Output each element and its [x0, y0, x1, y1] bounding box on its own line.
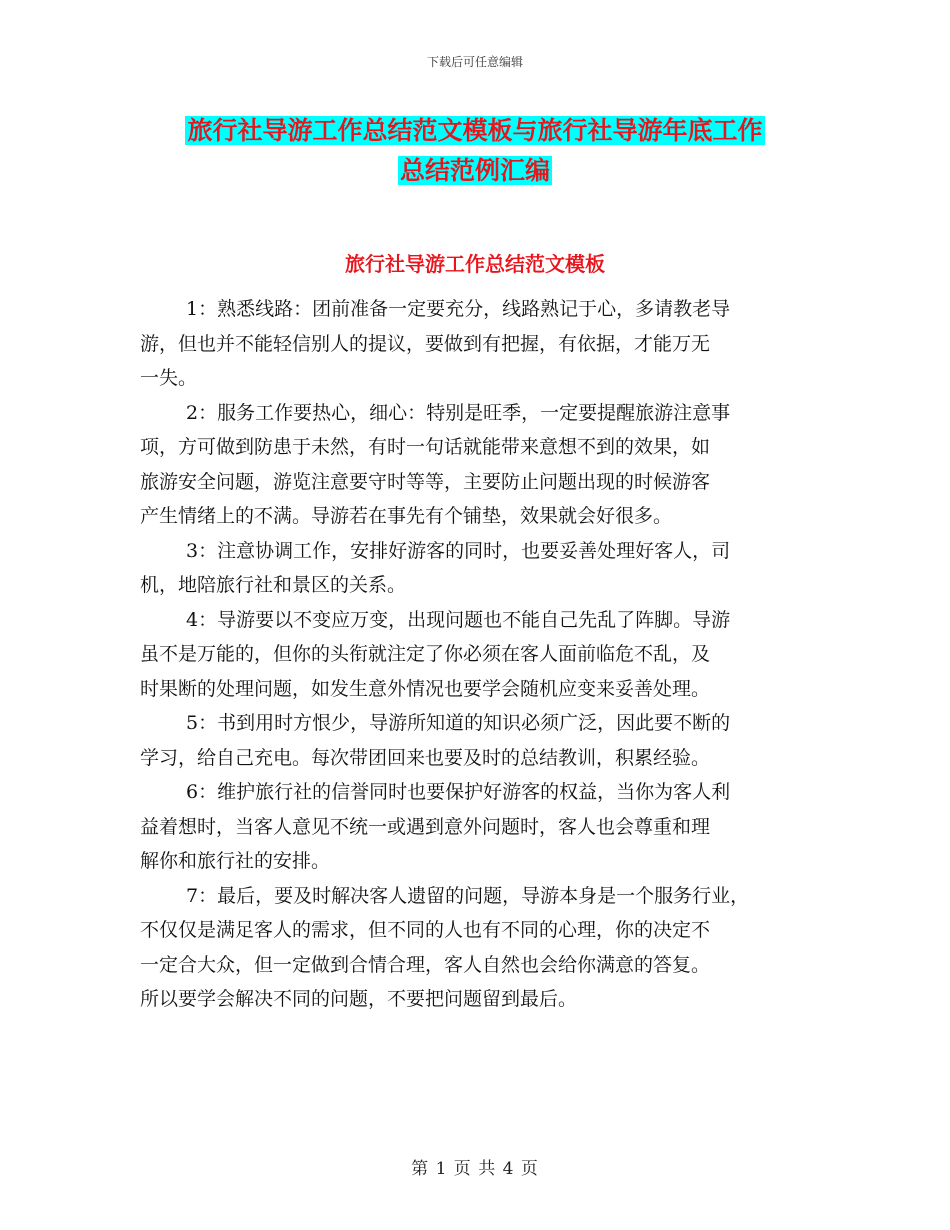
text-line: 机，地陪旅行社和景区的关系。 [140, 574, 407, 596]
paragraph-5 [140, 706, 810, 775]
paragraph-6 [140, 775, 810, 879]
paragraph-7 [140, 879, 810, 1017]
text-line: 益着想时，当客人意见不统一或遇到意外问题时，客人也会尊重和理 [140, 815, 711, 838]
body-content [140, 292, 810, 1017]
text-line: 7：最后，要及时解决客人遗留的问题，导游本身是一个服务行业， [186, 884, 750, 907]
text-line: 1：熟悉线路：团前准备一定要充分，线路熟记于心，多请教老导 [186, 298, 731, 320]
text-line: 所以要学会解决不同的问题，不要把问题留到最后。 [140, 988, 578, 1010]
text-line: 旅游安全问题，游览注意要守时等等，主要防止问题出现的时候游客 [140, 470, 711, 493]
text-line: 时果断的处理问题，如发生意外情况也要学会随机应变来妥善处理。 [140, 677, 711, 700]
text-line: 4：导游要以不变应万变，出现问题也不能自己先乱了阵脚。导游 [186, 608, 731, 631]
text-line: 解你和旅行社的安排。 [140, 850, 331, 872]
text-line: 3：注意协调工作，安排好游客的同时，也要妥善处理好客人，司 [186, 539, 731, 562]
text-line: 学习，给自己充电。每次带团回来也要及时的总结教训，积累经验。 [140, 746, 711, 769]
text-line: 5：书到用时方恨少，导游所知道的知识必须广泛，因此要不断的 [186, 712, 731, 734]
title-line-1: 旅行社导游工作总结范文模板与旅行社导游年底工作 [187, 116, 763, 145]
text-line: 6：维护旅行社的信誉同时也要保护好游客的权益，当你为客人利 [186, 781, 731, 803]
title-line-2: 总结范例汇编 [399, 156, 550, 185]
page-footer: 第 1 页 共 4 页 [411, 1159, 539, 1179]
section-title: 旅行社导游工作总结范文模板 [345, 252, 605, 276]
text-line: 产生情绪上的不满。导游若在事先有个铺垫，效果就会好很多。 [140, 505, 673, 527]
text-line: 不仅仅是满足客人的需求，但不同的人也有不同的心理，你的决定不 [140, 919, 711, 941]
text-line: 项，方可做到防患于未然，有时一句话就能带来意想不到的效果，如 [140, 436, 711, 458]
text-line: 一失。 [140, 367, 198, 389]
paragraph-3 [140, 534, 810, 603]
text-line: 一定合大众，但一定做到合情合理，客人自然也会给你满意的答复。 [140, 953, 711, 976]
document-title [0, 111, 950, 191]
header-note: 下载后可任意编辑 [426, 55, 523, 69]
paragraph-1 [140, 292, 810, 396]
paragraph-2 [140, 396, 810, 534]
paragraph-4 [140, 603, 810, 707]
text-line: 虽不是万能的，但你的头衔就注定了你必须在客人面前临危不乱，及 [140, 643, 711, 665]
text-line: 游，但也并不能轻信别人的提议，要做到有把握，有依据，才能万无 [140, 332, 711, 355]
text-line: 2：服务工作要热心，细心：特别是旺季，一定要提醒旅游注意事 [186, 401, 731, 424]
